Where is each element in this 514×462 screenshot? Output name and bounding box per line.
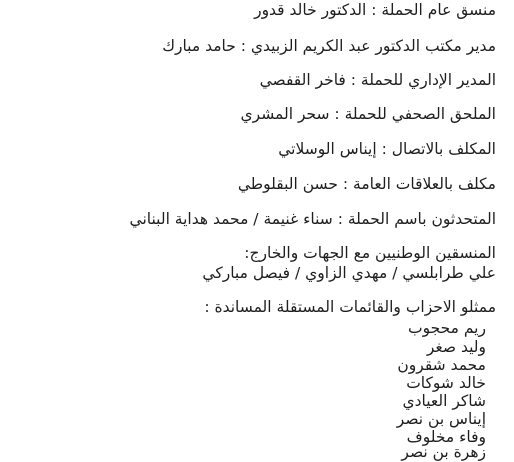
role-office-director: مدير مكتب الدكتور عبد الكريم الزبيدي : حامد مبارك <box>162 37 496 55</box>
role-press-attache: الملحق الصحفي للحملة : سحر المشري <box>240 105 496 123</box>
party-member: زهرة بن نصر <box>401 443 486 461</box>
party-member: ريم محجوب <box>408 319 486 337</box>
party-member: إيناس بن نصر <box>396 410 486 428</box>
party-member: شاكر العيادي <box>402 392 486 410</box>
coordinators-names: علي طرابلسي / مهدي الزاوي / فيصل مباركي <box>202 264 496 282</box>
coordinators-heading: المنسقين الوطنيين مع الجهات والخارج: <box>244 244 496 262</box>
party-member: وفاء مخلوف <box>406 428 486 446</box>
role-communications-officer: المكلف بالاتصال : إيناس الوسلاتي <box>278 140 496 158</box>
party-member: خالد شوكات <box>406 374 486 392</box>
party-member: محمد شقرون <box>397 356 486 374</box>
role-general-coordinator: منسق عام الحملة : الدكتور خالد قدور <box>254 1 496 19</box>
role-administrative-director: المدير الإداري للحملة : فاخر القفصي <box>259 71 496 89</box>
role-public-relations: مكلف بالعلاقات العامة : حسن البقلوطي <box>237 175 496 193</box>
parties-heading: ممثلو الاحزاب والقائمات المستقلة المساندة : <box>204 298 496 316</box>
role-spokespersons: المتحدثون باسم الحملة : سناء غنيمة / محمد هداية البناني <box>129 210 496 228</box>
party-member: وليد صغر <box>426 338 486 356</box>
